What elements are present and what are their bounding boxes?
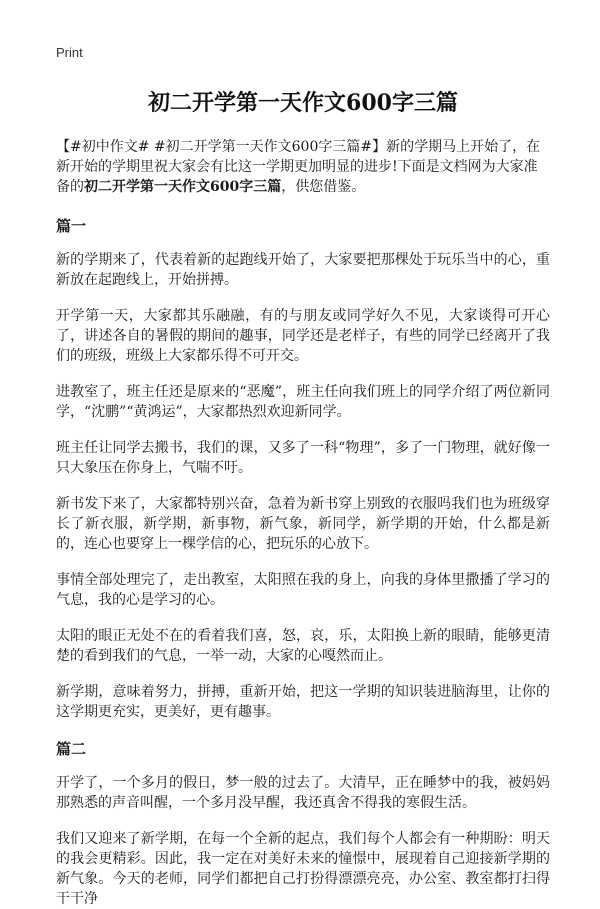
paragraph: 进教室了，班主任还是原来的“恶魔”，班主任向我们班上的同学介绍了两位新同学，“沈鹏”“黄鸿运”，大家都热烈欢迎新同学。 (56, 384, 550, 420)
article-title: 初二开学第一天作文600字三篇 (148, 90, 458, 116)
intro-body: 新的学期马上开始了，在新开始的学期里祝大家会有比这一学期更加明显的进步!下面是文档网为大家准备的 (56, 139, 541, 195)
paragraph: 太阳的眼正无处不在的看着我们喜，怒，哀，乐，太阳换上新的眼睛，能够更清楚的看到我们的气息，一举一动，大家的心嘎然而止。 (56, 628, 550, 664)
paragraph: 新学期，意味着努力，拼搏，重新开始，把这一学期的知识装进脑海里，让你的这学期更充实，更美好，更有趣事。 (56, 684, 550, 720)
intro-tag: 【#初中作文# #初二开学第一天作文600字三篇#】 (56, 139, 387, 155)
intro-end: ，供您借鉴。 (281, 179, 366, 195)
paragraph: 我们又迎来了新学期，在每一个全新的起点，我们每个人都会有一种期盼：明天的我会更精彩。因此，我一定在对美好未来的憧憬中，展现着自己迎接新学期的新气象。今天的老师，同学们都把自己打扮得漂漂亮亮，办公室、教室都打扫得干干净 (56, 831, 550, 907)
paragraph: 新的学期来了，代表着新的起跑线开始了，大家要把那棵处于玩乐当中的心，重新放在起跑线上，开始拼搏。 (56, 252, 550, 288)
paragraph: 事情全部处理完了，走出教室，太阳照在我的身上，向我的身体里撒播了学习的气息，我的心是学习的心。 (56, 572, 550, 608)
intro-bold-title: 初二开学第一天作文600字三篇 (84, 179, 282, 195)
paragraph: 班主任让同学去搬书，我们的课，又多了一科“物理”，多了一门物理，就好像一只大象压在你身上，气喘不吁。 (56, 440, 550, 476)
paragraph: 新书发下来了，大家都特别兴奋，急着为新书穿上别致的衣服吗我们也为班级穿长了新衣服，新学期，新事物，新气象，新同学，新学期的开始，什么都是新的，连心也要穿上一棵学信的心，把玩乐的心放下。 (56, 496, 550, 552)
section-heading-2: 篇二 (56, 740, 87, 758)
paragraph: 开学了，一个多月的假日，梦一般的过去了。大清早，正在睡梦中的我，被妈妈那熟悉的声音叫醒，一个多月没早醒，我还真舍不得我的寒假生活。 (56, 775, 550, 811)
print-link[interactable]: Print (56, 45, 83, 60)
section-heading-1: 篇一 (56, 217, 87, 235)
paragraph: 开学第一天，大家都其乐融融，有的与朋友或同学好久不见，大家谈得可开心了，讲述各自的暑假的期间的趣事，同学还是老样子，有些的同学已经离开了我们的班级，班级上大家都乐得不可开交。 (56, 308, 550, 364)
intro-paragraph (56, 137, 550, 197)
